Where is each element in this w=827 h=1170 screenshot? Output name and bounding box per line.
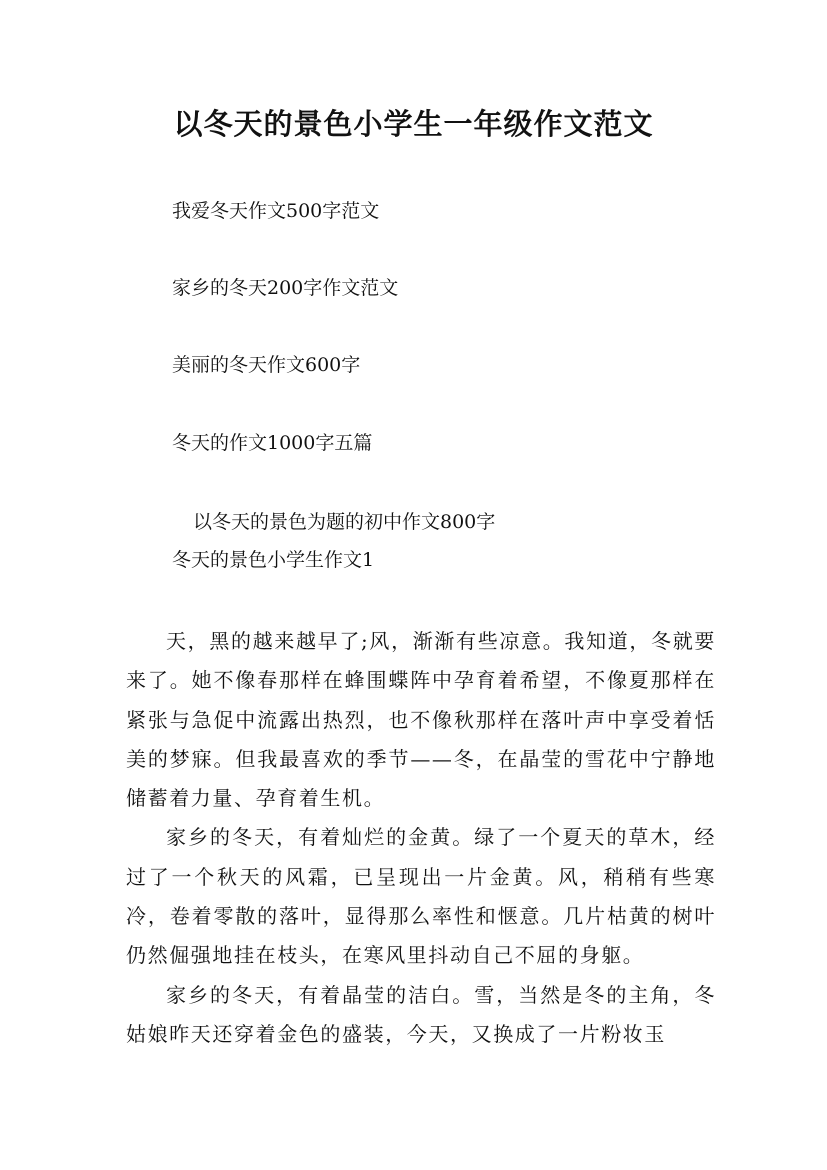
toc-item: 我爱冬天作文500字范文: [172, 200, 380, 222]
toc-item: 冬天的景色小学生作文1: [172, 549, 375, 571]
toc-item: 家乡的冬天200字作文范文: [172, 277, 399, 299]
toc-item: 冬天的作文1000字五篇: [172, 432, 373, 454]
essay-paragraph: 天，黑的越来越早了;风，渐渐有些凉意。我知道，冬就要来了。她不像春那样在蜂围蝶阵中孕育着希望，不像夏那样在紧张与急促中流露出热烈，也不像秋那样在落叶声中享受着恬美的梦寐。但我最喜欢的季节——冬，在晶莹的雪花中宁静地储蓄着力量、孕育着生机。: [126, 629, 716, 811]
toc-item: 以冬天的景色为题的初中作文800字: [193, 511, 496, 533]
essay-body: [126, 622, 716, 1054]
document-title: 以冬天的景色小学生一年级作文范文: [173, 107, 654, 141]
toc-item: 美丽的冬天作文600字: [172, 354, 361, 376]
essay-paragraph: 家乡的冬天，有着灿烂的金黄。绿了一个夏天的草木，经过了一个秋天的风霜，已呈现出一片金黄。风，稍稍有些寒冷，卷着零散的落叶，显得那么率性和惬意。几片枯黄的树叶仍然倔强地挂在枝头，在寒风里抖动自己不屈的身躯。: [126, 825, 716, 968]
essay-paragraph: 家乡的冬天，有着晶莹的洁白。雪，当然是冬的主角，冬姑娘昨天还穿着金色的盛装，今天，又换成了一片粉妆玉: [126, 982, 716, 1046]
